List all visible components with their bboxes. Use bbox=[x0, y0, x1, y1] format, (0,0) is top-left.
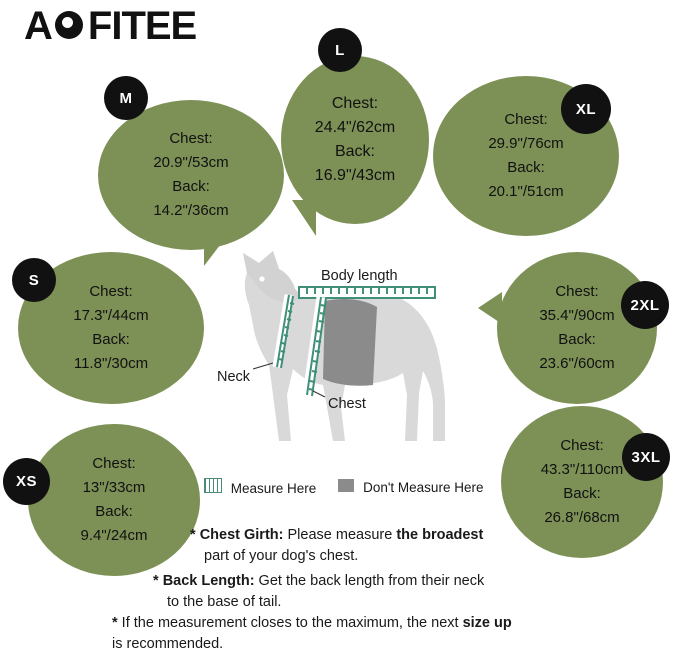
size-badge-xs-label: XS bbox=[15, 473, 37, 490]
bubble-2xl-chest-label: Chest: bbox=[555, 283, 599, 300]
bubble-xl-back-value: 20.1"/51cm bbox=[488, 183, 564, 200]
bubble-2xl-chest-value: 35.4"/90cm bbox=[539, 307, 615, 324]
note-chest-title: Chest Girth: bbox=[199, 527, 284, 543]
legend-item-dont-measure bbox=[338, 479, 483, 495]
bubble-l-back-label: Back: bbox=[334, 143, 375, 160]
legend-dont-measure-label: Don't Measure Here bbox=[363, 480, 484, 495]
note-back-title: Back Length: bbox=[162, 573, 255, 589]
legend bbox=[204, 478, 483, 496]
size-bubble-l bbox=[281, 56, 429, 224]
size-badge-2xl-label: 2XL bbox=[630, 296, 660, 314]
bubble-s-chest-label: Chest: bbox=[89, 283, 133, 300]
note-sizeup-bold-b: size up bbox=[462, 615, 512, 631]
size-badge-xl-label: XL bbox=[575, 100, 597, 118]
bubble-s-back-value: 11.8"/30cm bbox=[73, 355, 149, 372]
bubble-3xl-back-value: 26.8"/68cm bbox=[544, 509, 620, 526]
label-body-length: Body length bbox=[321, 268, 398, 284]
note-back-body-c: to the base of tail. bbox=[167, 594, 282, 610]
size-bubble-2xl bbox=[497, 252, 660, 404]
dont-measure-region bbox=[323, 299, 377, 386]
size-badge-3xl-label: 3XL bbox=[631, 448, 661, 466]
bubble-xs-back-label: Back: bbox=[95, 503, 133, 520]
bubble-s-back-label: Back: bbox=[92, 331, 130, 348]
note-size-up bbox=[112, 613, 652, 655]
legend-measure-label: Measure Here bbox=[230, 481, 317, 496]
note-chest-bold-b: the broadest bbox=[396, 527, 484, 543]
bubble-3xl-chest-label: Chest: bbox=[560, 437, 604, 454]
brand-text-left: A bbox=[24, 4, 52, 48]
body-length-ruler bbox=[299, 287, 435, 298]
dont-measure-swatch-icon bbox=[338, 479, 354, 492]
bubble-m-chest-label: Chest: bbox=[169, 130, 213, 147]
note-sizeup-body-a: If the measurement closes to the maximum, the next bbox=[117, 615, 463, 631]
bubble-l-chest-label: Chest: bbox=[331, 95, 379, 112]
size-bubble-xs bbox=[28, 424, 200, 576]
legend-item-measure bbox=[204, 478, 316, 496]
size-badge-m-label: M bbox=[119, 89, 133, 107]
bubble-m-back-value: 14.2"/36cm bbox=[153, 202, 229, 219]
measure-here-swatch-icon bbox=[204, 478, 222, 493]
bubble-xl-chest-value: 29.9"/76cm bbox=[488, 135, 564, 152]
note-back-star: * bbox=[153, 573, 159, 589]
size-badge-3xl bbox=[622, 433, 670, 481]
bubble-l-back-value: 16.9"/43cm bbox=[314, 167, 396, 184]
bubble-2xl-back-label: Back: bbox=[558, 331, 596, 348]
note-sizeup-body-c: is recommended. bbox=[112, 636, 224, 652]
note-chest-girth bbox=[190, 525, 660, 567]
bubble-xs-chest-value: 13"/33cm bbox=[82, 479, 146, 496]
brand-logo bbox=[24, 6, 196, 46]
size-badge-s bbox=[12, 258, 56, 302]
size-badge-2xl bbox=[621, 281, 669, 329]
size-badge-xl bbox=[561, 84, 611, 134]
note-back-length bbox=[153, 571, 653, 613]
size-badge-m bbox=[104, 76, 148, 120]
size-badge-s-label: S bbox=[28, 271, 40, 289]
bubble-xl-back-label: Back: bbox=[507, 159, 545, 176]
label-neck: Neck bbox=[217, 369, 251, 385]
bubble-l-tail bbox=[292, 200, 316, 236]
bubble-xs-back-value: 9.4"/24cm bbox=[80, 527, 148, 544]
bubble-xs-chest-label: Chest: bbox=[92, 455, 136, 472]
bubble-2xl-back-value: 23.6"/60cm bbox=[539, 355, 615, 372]
bubble-xl-chest-label: Chest: bbox=[504, 111, 548, 128]
size-bubble-m bbox=[98, 100, 284, 250]
label-chest: Chest bbox=[328, 396, 366, 412]
bubble-m-chest-value: 20.9"/53cm bbox=[153, 154, 229, 171]
bubble-l-chest-value: 24.4"/62cm bbox=[314, 119, 396, 136]
size-badge-l-label: L bbox=[335, 41, 345, 59]
circle-dot-logo-icon bbox=[53, 9, 87, 43]
bubble-3xl-chest-value: 43.3"/110cm bbox=[540, 461, 624, 478]
brand-text-right: FITEE bbox=[87, 4, 197, 48]
size-badge-xs bbox=[3, 458, 50, 505]
note-chest-body-c: part of your dog's chest. bbox=[204, 548, 359, 564]
note-chest-star: * bbox=[190, 527, 196, 543]
bubble-m-back-label: Back: bbox=[172, 178, 210, 195]
note-sizeup-star: * bbox=[112, 615, 118, 631]
bubble-s-chest-value: 17.3"/44cm bbox=[73, 307, 149, 324]
bubble-3xl-back-label: Back: bbox=[563, 485, 601, 502]
size-badge-l bbox=[318, 28, 362, 72]
note-chest-body-a: Please measure bbox=[283, 527, 397, 543]
note-back-body-a: Get the back length from their neck bbox=[254, 573, 485, 589]
